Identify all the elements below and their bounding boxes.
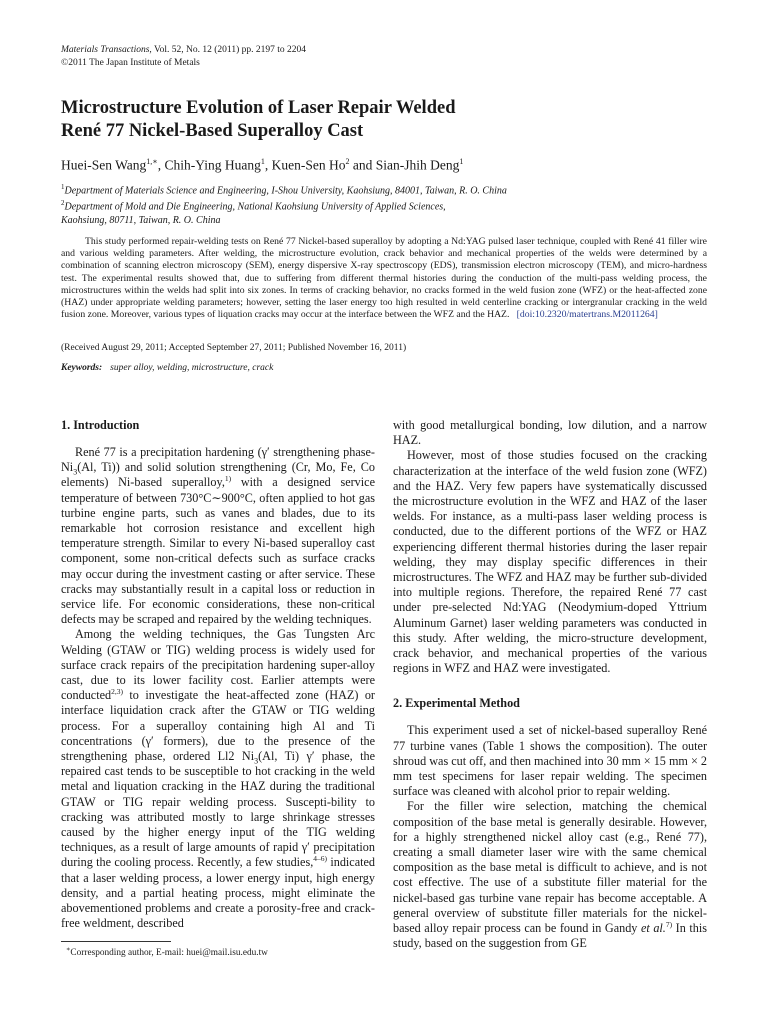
- affiliation-2-text: Department of Mold and Die Engineering, National Kaohsiung University of Applied Sciences,: [64, 201, 446, 213]
- intro-p1-subscript: 3: [73, 467, 78, 477]
- affiliation-2: [61, 197, 711, 213]
- intro-p2-ref-2: 4–6): [313, 854, 328, 864]
- abstract-text: This study performed repair-welding tests on René 77 Nickel-based superalloy by adopting a Nd:YAG pulsed laser technique, coupled with René 41 filler wire and various welding parameters. After welding, the microstructure evolution, crack behavior and mechanical properties of the welds were determined by a combination of scanning electron microscopy (SEM), energy dispersive X-ray spectroscopy (EDS), transmission electron microscopy (TEM), and micro-hardness test. The experimental results showed that, due to suffering from different thermal histories during the conduction of the multi-pass welding process, the microstructures within the welds had split into six zones. In terms of cracking behavior, no cracks formed in the weld fusion zone (WFZ) or the heat-affected zone (HAZ) under appropriate welding parameters; however, setting the laser energy too high resulted in weld centerline cracking or intergranular cracking in the weld fusion zone. Moreover, various types of liquation cracks may occur at the interface between the WFZ and the HAZ.: [61, 236, 707, 321]
- keywords-label: Keywords:: [61, 363, 103, 373]
- journal-volume-pages: , Vol. 52, No. 12 (2011) pp. 2197 to 2204: [149, 45, 307, 55]
- method-p2-text-b: In this study, based on the suggestion from GE: [393, 921, 707, 951]
- affiliation-2-line-2: Kaohsiung, 80711, Taiwan, R. O. China: [61, 214, 221, 226]
- keywords: [61, 362, 273, 374]
- affiliations: [61, 181, 711, 227]
- method-p2-etal: et al.: [640, 921, 666, 936]
- corresponding-author-footnote: [66, 944, 268, 959]
- affiliation-1-number: 1: [61, 183, 65, 191]
- journal-copyright: ©2011 The Japan Institute of Metals: [61, 57, 200, 68]
- intro-p2-text-b: to investigate the heat-affected zone (HAZ) or interface liquidation crack after the GTAW or TIG welding process. For a superalloy containing high Al and Ti concentrations (γ′ formers), due to the presence of the strengthening phase, ordered Ll2 Ni: [61, 688, 375, 764]
- keywords-text: super alloy, welding, microstructure, crack: [110, 363, 274, 373]
- method-p2-ref: 7): [665, 920, 673, 930]
- footnote-text: Corresponding author, E-mail: huei@mail.isu.edu.tw: [70, 948, 268, 959]
- author-and: and: [349, 157, 376, 173]
- author-sep-1: ,: [157, 157, 165, 173]
- section-heading-experimental-method: 2. Experimental Method: [393, 696, 520, 711]
- abstract: [61, 236, 707, 321]
- column-right: [393, 418, 707, 952]
- paper-title: [61, 97, 711, 143]
- intro-p2-text-d: indicated that a laser welding process, a lower energy input, high energy density, and a partial heating process, might eliminate the abovementioned problems and create a porosity-free and crack-free weldment, described: [61, 855, 376, 931]
- author-3-affil: 2: [345, 157, 350, 166]
- author-1-affil: 1,∗: [146, 157, 158, 166]
- intro-p2-text-a: Among the welding techniques, the Gas Tungsten Arc Welding (GTAW or TIG) welding process is widely used for surface crack repairs of the precipitation hardening super-alloy cast, due to its lower facility cost. Earlier attempts were conducted: [61, 627, 375, 703]
- method-paragraph-2: [393, 799, 707, 951]
- method-p2-text-a: For the filler wire selection, matching the chemical composition of the base metal is generally desirable. However, for a highly strengthened nickel alloy cast (e.g., René 77), creating a small diameter laser wire with the same chemical composition as the base metal is difficult to achieve, and is not cost effective. The use of a substitute filler material for the nickel-based gas turbine vane repair has become acceptable. A general overview of substitute filler materials for the nickel-based alloy repair process can be found in Gandy: [393, 799, 707, 936]
- affiliation-1: [61, 181, 711, 197]
- journal-name: Materials Transactions: [61, 45, 150, 55]
- footnote-marker: ∗: [66, 946, 71, 953]
- intro-p2-text-c: (Al, Ti) γ′ phase, the repaired cast tends to be susceptible to hot cracking in the weld metal and liquation cracking in the HAZ during the traditional GTAW or TIG repair welding process. Suscepti-bility to cracking was attributed mostly to large shrinkage stresses caused by the higher energy input of the TIG welding techniques, as a result of large amounts of rapid γ′ precipitation during the cooling process. Recently, a few studies,: [61, 749, 375, 870]
- column-left: [61, 418, 375, 932]
- author-1: Huei-Sen Wang: [61, 157, 147, 173]
- author-4: Sian-Jhih Deng: [375, 157, 460, 173]
- intro-p2-subscript: 3: [254, 756, 259, 766]
- author-list: [61, 153, 721, 175]
- author-sep-2: ,: [264, 157, 272, 173]
- affiliation-2-number: 2: [61, 199, 65, 208]
- intro-p2-ref-1: 2,3): [111, 687, 123, 697]
- author-3: Kuen-Sen Ho: [271, 157, 346, 173]
- intro-p1-text-b: (Al, Ti)) and solid solution strengthening (Cr, Mo, Fe, Co elements) Ni-based superalloy,: [61, 460, 375, 490]
- intro-p1-ref: 1): [224, 474, 232, 484]
- method-paragraph-1: This experiment used a set of nickel-based superalloy René 77 turbine vanes (Table 1 shows the composition). The outer shroud was cut off, and then machined into 30 mm × 15 mm × 2 mm test specimens for laser repair welding. The specimen surface was cleaned with alcohol prior to repair welding.: [393, 723, 707, 799]
- journal-citation: [61, 44, 306, 69]
- doi-link[interactable]: [doi:10.2320/matertrans.M2011264]: [516, 309, 658, 321]
- intro-p1-text-a: René 77 is a precipitation hardening (γ′ strengthening phase-Ni: [61, 445, 375, 475]
- footnote-rule: [61, 941, 171, 942]
- received-dates: (Received August 29, 2011; Accepted September 27, 2011; Published November 16, 2011): [61, 343, 407, 353]
- intro-p1-text-c: with a designed service temperature of between 730°C∼900°C, often applied to hot gas turbine engine parts, such as vanes and blades, due to its remarkable hot corrosion resistance and excellent high temperature strength. Similar to every Ni-based superalloy cast component, some non-critical defects such as surface cracks may occur during the investment casting or after service. These cracks may substantially result in a capital loss or reduction in service life. For economic considerations, these non-critical defects may be scraped and repaired by the welding techniques.: [61, 475, 375, 627]
- intro-paragraph-2: [61, 627, 375, 931]
- title-line-2: René 77 Nickel-Based Superalloy Cast: [61, 121, 364, 141]
- intro-paragraph-1: [61, 445, 375, 627]
- title-line-1: Microstructure Evolution of Laser Repair Welded: [61, 98, 456, 118]
- author-4-affil: 1: [459, 157, 464, 166]
- author-2: Chih-Ying Huang: [164, 157, 261, 173]
- intro-paragraph-2-cont: with good metallurgical bonding, low dilution, and a narrow HAZ.: [393, 418, 707, 448]
- affiliation-1-text: Department of Materials Science and Engineering, I-Shou University, Kaohsiung, 84001, Taiwan, R. O. China: [64, 185, 507, 197]
- intro-paragraph-3: However, most of those studies focused on the cracking characterization at the interface of the weld fusion zone (WFZ) and the HAZ. Very few papers have systematically discussed the microstructure evolution in the WFZ and HAZ of the laser welds. For instance, as a multi-pass laser welding process is conducted, due to the different portions of the WFZ or HAZ experiencing different thermal histories during the laser repair welding, they may display specific differences in their microstructures. The WFZ and HAZ may be further sub-divided into multiple regions. Therefore, the repaired René 77 cast under pre-selected Nd:YAG (Neodymium-doped Yttrium Aluminum Garnet) laser welding parameters was conducted in this study. After welding, the micro-structure development, crack behavior, and mechanical properties of the various regions in WFZ and HAZ were investigated.: [393, 448, 707, 676]
- section-heading-introduction: 1. Introduction: [61, 418, 140, 432]
- author-2-affil: 1: [260, 157, 265, 166]
